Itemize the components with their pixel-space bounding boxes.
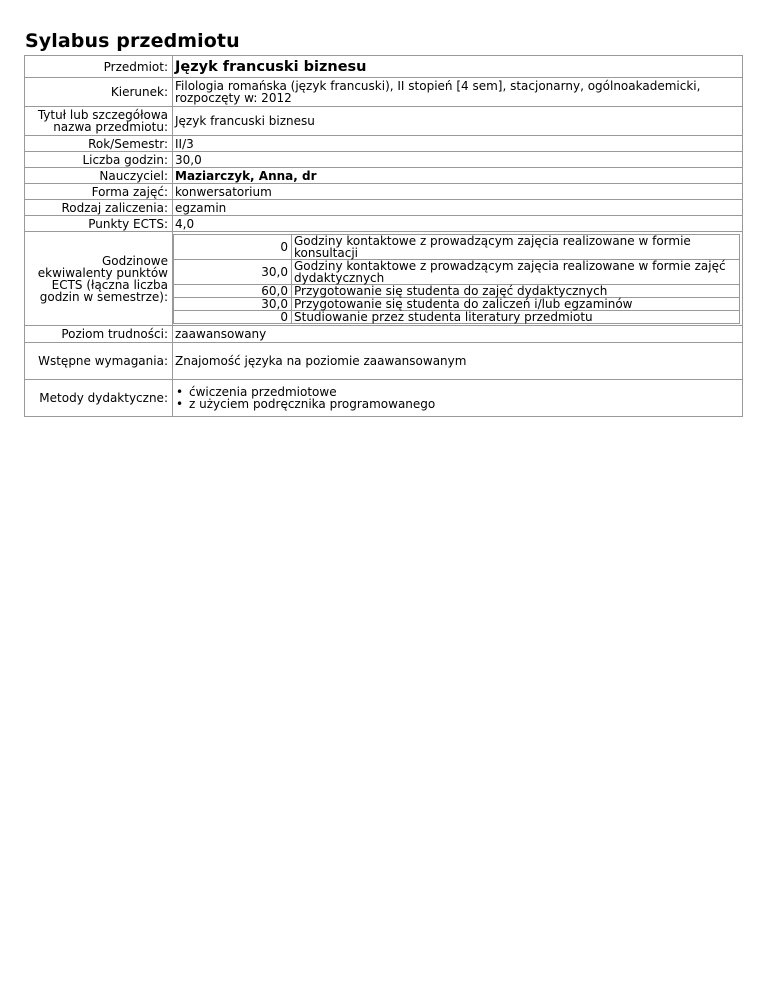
ects-points-value: 4,0	[173, 216, 743, 232]
teacher-label: Nauczyciel:	[25, 168, 173, 184]
ects-hours-amount: 30,0	[174, 260, 292, 285]
subject-value: Język francuski biznesu	[173, 56, 743, 78]
ects-hours-item	[174, 285, 740, 298]
ects-hours-list	[173, 234, 740, 324]
list-item: • ćwiczenia przedmiotowe	[175, 386, 740, 398]
ects-hours-description: Godziny kontaktowe z prowadzącym zajęcia realizowane w formie konsultacji	[292, 235, 740, 260]
syllabus-table	[24, 55, 743, 417]
row-hours-count	[25, 152, 743, 168]
ects-points-label: Punkty ECTS:	[25, 216, 173, 232]
row-subject	[25, 56, 743, 78]
ects-hours-description: Przygotowanie się studenta do zajęć dydaktycznych	[292, 285, 740, 298]
year-semester-value: II/3	[173, 136, 743, 152]
ects-hours-item	[174, 235, 740, 260]
hours-count-value: 30,0	[173, 152, 743, 168]
ects-hours-description: Godziny kontaktowe z prowadzącym zajęcia realizowane w formie zajęć dydaktycznych	[292, 260, 740, 285]
subject-label: Przedmiot:	[25, 56, 173, 78]
row-assessment-type	[25, 200, 743, 216]
ects-hours-item	[174, 298, 740, 311]
teaching-methods-list	[175, 386, 740, 410]
field-of-study-value: Filologia romańska (język francuski), II stopień [4 sem], stacjonarny, ogólnoakademicki, rozpoczęty w: 2012	[173, 78, 743, 107]
ects-hours-amount: 60,0	[174, 285, 292, 298]
list-item: • z użyciem podręcznika programowanego	[175, 398, 740, 410]
difficulty-value: zaawansowany	[173, 326, 743, 343]
detailed-title-label: Tytuł lub szczegółowa nazwa przedmiotu:	[25, 107, 173, 136]
ects-hours-value	[173, 232, 743, 326]
assessment-type-label: Rodzaj zaliczenia:	[25, 200, 173, 216]
assessment-type-value: egzamin	[173, 200, 743, 216]
teacher-value: Maziarczyk, Anna, dr	[173, 168, 743, 184]
detailed-title-value: Język francuski biznesu	[173, 107, 743, 136]
ects-hours-item	[174, 311, 740, 324]
ects-hours-amount: 0	[174, 235, 292, 260]
field-of-study-label: Kierunek:	[25, 78, 173, 107]
ects-hours-description: Studiowanie przez studenta literatury przedmiotu	[292, 311, 740, 324]
page-title: Sylabus przedmiotu	[25, 30, 240, 52]
teaching-methods-label: Metody dydaktyczne:	[25, 380, 173, 417]
row-detailed-title	[25, 107, 743, 136]
row-prerequisites	[25, 343, 743, 380]
row-field-of-study	[25, 78, 743, 107]
class-form-label: Forma zajęć:	[25, 184, 173, 200]
ects-hours-description: Przygotowanie się studenta do zaliczeń i/lub egzaminów	[292, 298, 740, 311]
row-class-form	[25, 184, 743, 200]
ects-hours-item	[174, 260, 740, 285]
row-teaching-methods	[25, 380, 743, 417]
ects-hours-label: Godzinowe ekwiwalenty punktów ECTS (łączna liczba godzin w semestrze):	[25, 232, 173, 326]
teaching-methods-value	[173, 380, 743, 417]
difficulty-label: Poziom trudności:	[25, 326, 173, 343]
row-difficulty	[25, 326, 743, 343]
ects-hours-amount: 30,0	[174, 298, 292, 311]
row-ects-hours	[25, 232, 743, 326]
row-ects-points	[25, 216, 743, 232]
class-form-value: konwersatorium	[173, 184, 743, 200]
year-semester-label: Rok/Semestr:	[25, 136, 173, 152]
row-teacher	[25, 168, 743, 184]
hours-count-label: Liczba godzin:	[25, 152, 173, 168]
ects-hours-amount: 0	[174, 311, 292, 324]
prerequisites-label: Wstępne wymagania:	[25, 343, 173, 380]
row-year-semester	[25, 136, 743, 152]
prerequisites-value: Znajomość języka na poziomie zaawansowanym	[173, 343, 743, 380]
